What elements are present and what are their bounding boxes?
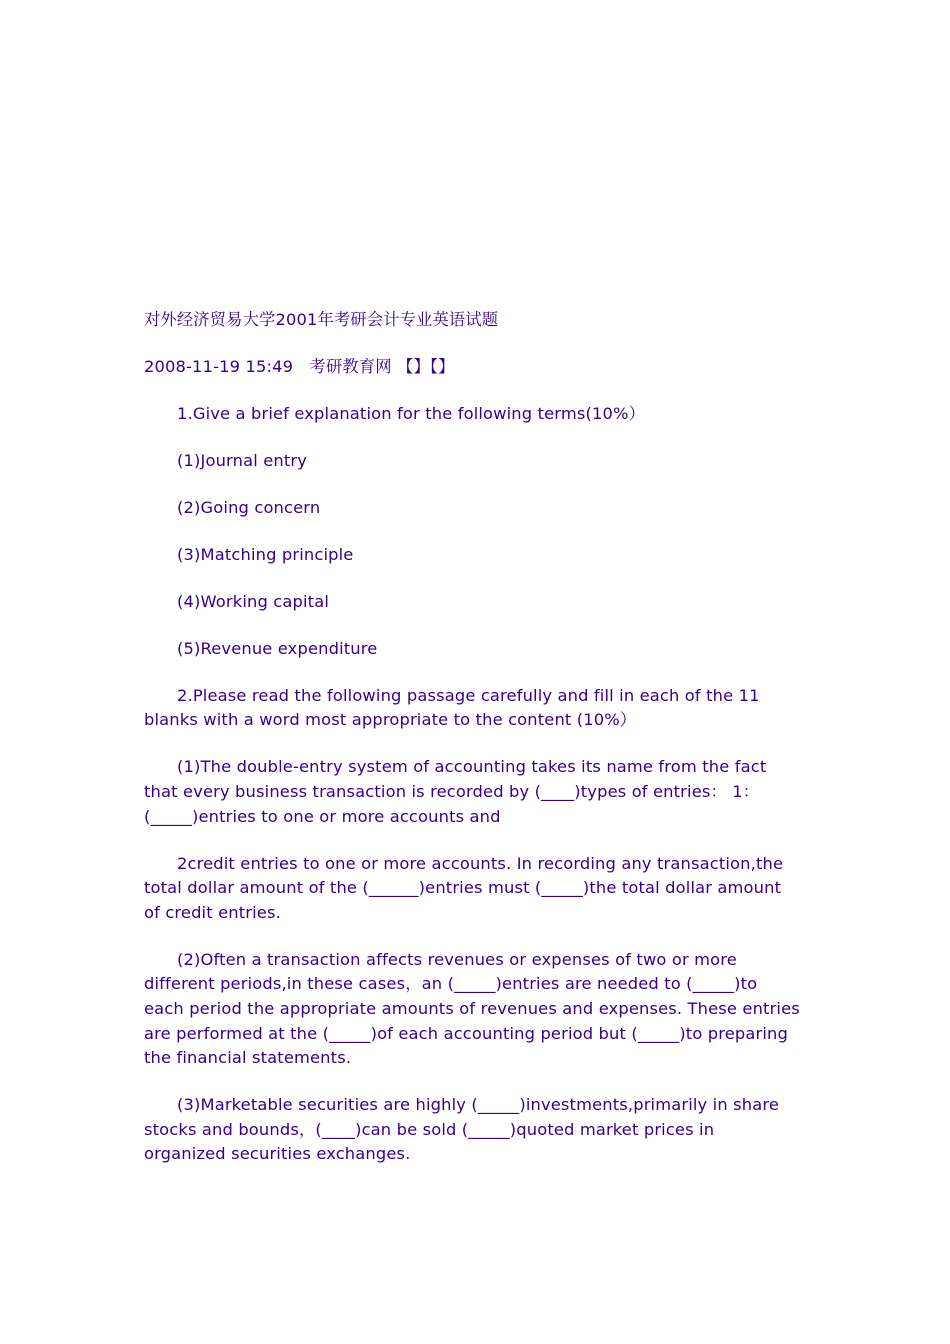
- question-2-heading: 2.Please read the following passage carefully and fill in each of the 11 blanks with a word most appropriate to the content (10%）: [144, 685, 760, 730]
- passage-paragraph-1-continued: 2credit entries to one or more accounts. In recording any transaction,the total dollar amount of the (______)entries must (_____)the total dollar amount of credit entries.: [144, 853, 784, 922]
- passage-paragraph-2: (2)Often a transaction affects revenues or expenses of two or more different periods,in these cases，an (_____)entries are needed to (_____)to each period the appropriate amounts of revenues and expenses. These entries are performed at the (_____)of each accounting period but (_____)to preparing the financial statements.: [144, 949, 800, 1068]
- term-matching-principle: (3)Matching principle: [177, 544, 354, 564]
- term-revenue-expenditure: (5)Revenue expenditure: [177, 638, 378, 658]
- passage-paragraph-3: (3)Marketable securities are highly (_____)investments,primarily in share stocks and bounds，(____)can be sold (_____)quoted market prices in organized securities exchanges.: [144, 1095, 780, 1164]
- meta-line: 2008-11-19 15:49 考研教育网 【】【】: [144, 356, 455, 376]
- document-body: [144, 308, 800, 1189]
- term-going-concern: (2)Going concern: [177, 497, 321, 517]
- document-title: 对外经济贸易大学2001年考研会计专业英语试题: [144, 310, 499, 329]
- question-1-heading: 1.Give a brief explanation for the following terms(10%）: [177, 403, 646, 423]
- term-working-capital: (4)Working capital: [177, 591, 330, 611]
- passage-paragraph-1: (1)The double-entry system of accounting takes its name from the fact that every business transaction is recorded by (____)types of entries： 1：(_____)entries to one or more accounts and: [144, 757, 767, 826]
- term-journal-entry: (1)Journal entry: [177, 450, 307, 470]
